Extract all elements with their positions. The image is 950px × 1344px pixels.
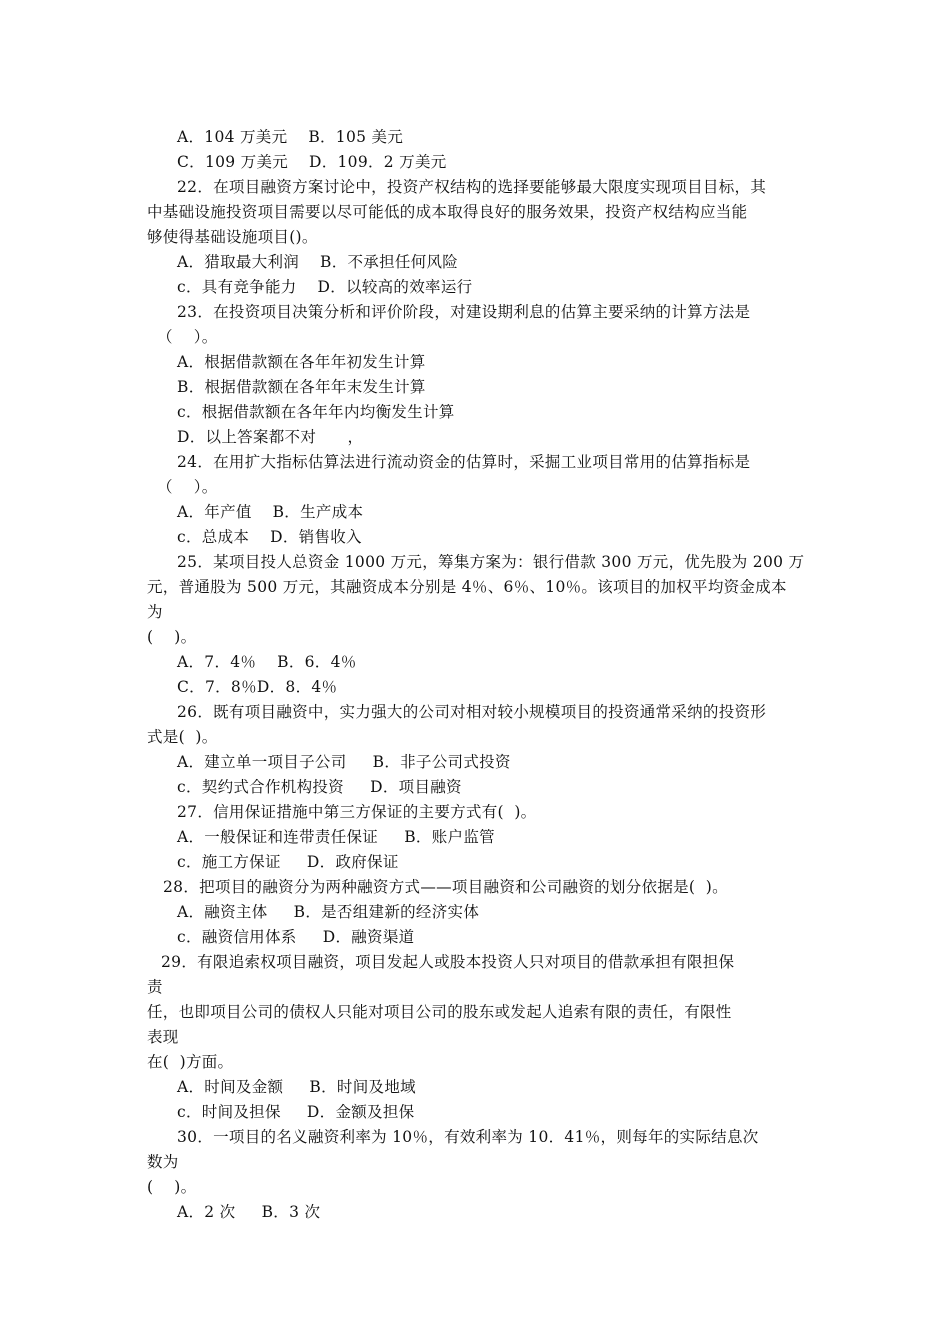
question-25-line: 元，普通股为 500 万元，其融资成本分别是 4％、6％、10％。该项目的加权平均资金成本: [147, 578, 787, 596]
option-line: c．总成本 D．销售收入: [177, 528, 362, 546]
question-29-line: 在( )方面。: [147, 1053, 234, 1071]
question-29-line: 责: [147, 978, 163, 996]
option-line: A．猎取最大利润 B．不承担任何风险: [177, 253, 459, 271]
question-25-line: 25．某项目投人总资金 1000 万元，筹集方案为：银行借款 300 万元，优先股为 200 万: [177, 553, 805, 571]
option-line: A．建立单一项目子公司 B．非子公司式投资: [177, 753, 511, 771]
question-27-line: 27．信用保证措施中第三方保证的主要方式有( )。: [177, 803, 537, 821]
option-line: A．104 万美元 B．105 美元: [177, 128, 404, 146]
option-line: A．7．4％ B．6．4％: [177, 653, 357, 671]
question-30-line: 数为: [147, 1153, 179, 1171]
question-26-line: 式是( )。: [147, 728, 218, 746]
option-line: A．时间及金额 B．时间及地域: [177, 1078, 416, 1096]
option-line: c．具有竞争能力 D．以较高的效率运行: [177, 278, 473, 296]
option-line: A．融资主体 B．是否组建新的经济实体: [177, 903, 480, 921]
question-22-line: 中基础设施投资项目需要以尽可能低的成本取得良好的服务效果，投资产权结构应当能: [147, 203, 748, 221]
option-line: D．以上答案都不对 ，: [177, 428, 364, 446]
question-22-line: 够使得基础设施项目()。: [147, 228, 318, 246]
question-30-line: 30．一项目的名义融资利率为 10％，有效利率为 10．41％，则每年的实际结息次: [177, 1128, 759, 1146]
question-29-line: 表现: [147, 1028, 179, 1046]
question-30-line: ( )。: [147, 1178, 197, 1196]
option-line: A．一般保证和连带责任保证 B．账户监管: [177, 828, 495, 846]
question-25-line: 为: [147, 603, 163, 621]
option-line: c．融资信用体系 D．融资渠道: [177, 928, 415, 946]
option-line: c．根据借款额在各年年内均衡发生计算: [177, 403, 455, 421]
option-line: c．契约式合作机构投资 D．项目融资: [177, 778, 462, 796]
option-line: C．7．8％D．8．4％: [177, 678, 338, 696]
question-25-line: ( )。: [147, 628, 197, 646]
question-22-line: 22．在项目融资方案讨论中，投资产权结构的选择要能够最大限度实现项目目标，其: [177, 178, 767, 196]
question-28-line: 28．把项目的融资分为两种融资方式——项目融资和公司融资的划分依据是( )。: [163, 878, 728, 896]
question-24-line: （ ）。: [157, 478, 218, 496]
option-line: A．2 次 B．3 次: [177, 1203, 321, 1221]
option-line: c．施工方保证 D．政府保证: [177, 853, 399, 871]
option-line: A．根据借款额在各年年初发生计算: [177, 353, 426, 371]
option-line: C．109 万美元 D．109．2 万美元: [177, 153, 447, 171]
option-line: A．年产值 B．生产成本: [177, 503, 364, 521]
question-23-line: 23．在投资项目决策分析和评价阶段，对建设期利息的估算主要采纳的计算方法是: [177, 303, 751, 321]
question-29-line: 29．有限追索权项目融资，项目发起人或股本投资人只对项目的借款承担有限担保: [161, 953, 735, 971]
option-line: c．时间及担保 D．金额及担保: [177, 1103, 415, 1121]
question-26-line: 26．既有项目融资中，实力强大的公司对相对较小规模项目的投资通常采纳的投资形: [177, 703, 767, 721]
question-23-line: （ ）。: [157, 328, 218, 346]
option-line: B．根据借款额在各年年末发生计算: [177, 378, 426, 396]
question-24-line: 24．在用扩大指标估算法进行流动资金的估算时，采掘工业项目常用的估算指标是: [177, 453, 751, 471]
question-29-line: 任，也即项目公司的债权人只能对项目公司的股东或发起人追索有限的责任，有限性: [147, 1003, 732, 1021]
